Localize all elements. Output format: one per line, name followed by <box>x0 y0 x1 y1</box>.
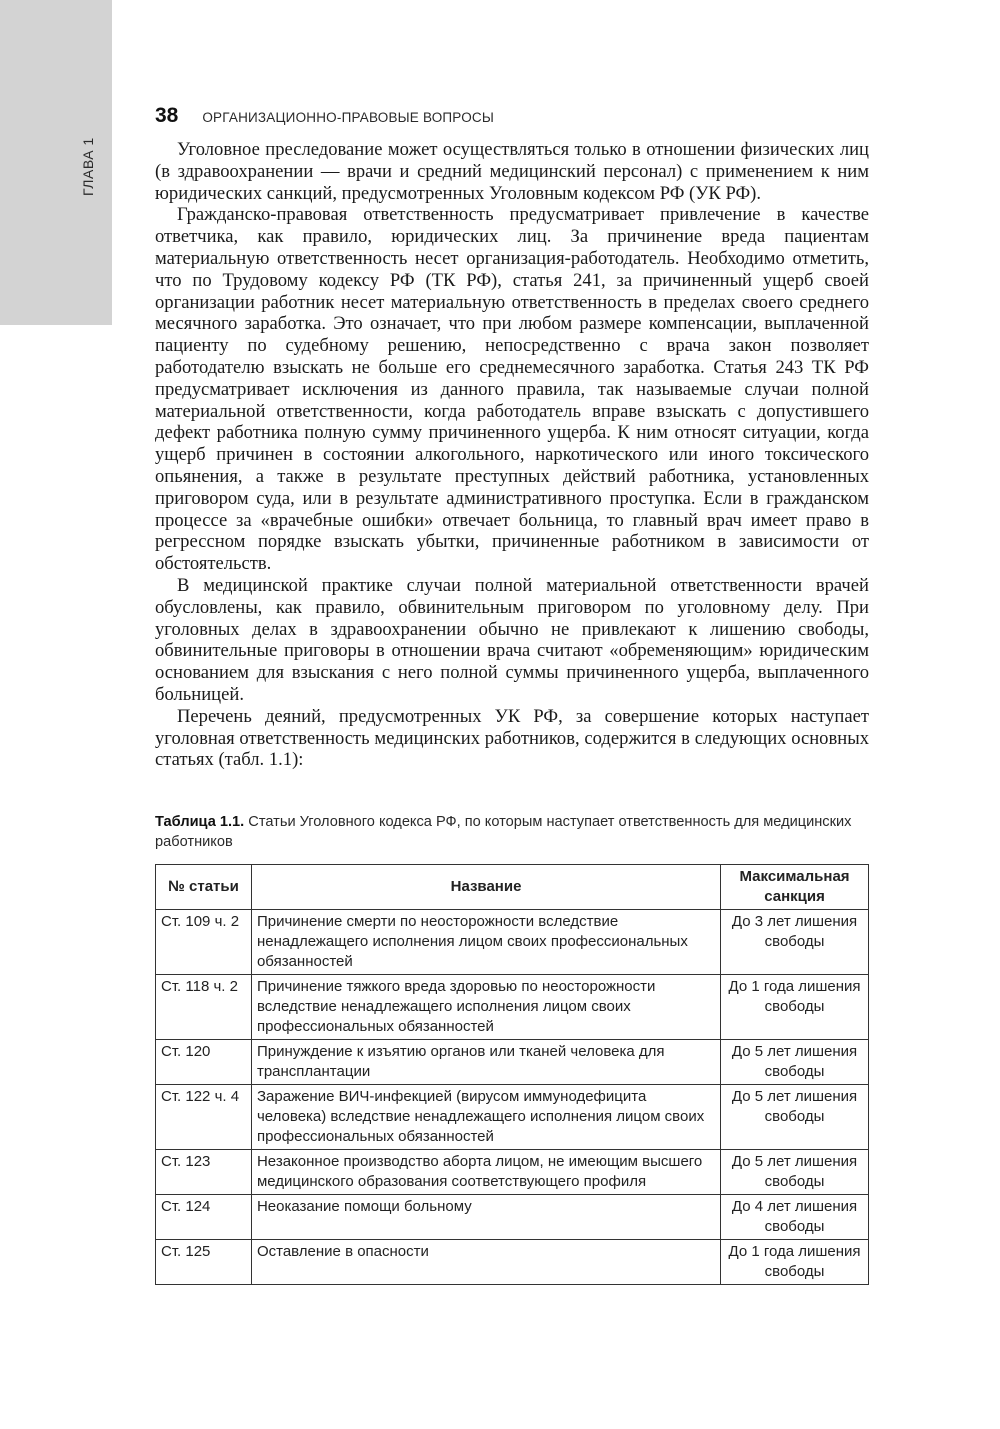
table-row <box>156 1195 869 1240</box>
cell-article: Ст. 120 <box>156 1040 252 1085</box>
cell-article: Ст. 124 <box>156 1195 252 1240</box>
header-sanction: Максимальная санкция <box>721 865 869 910</box>
page-number: 38 <box>155 104 179 127</box>
cell-name: Заражение ВИЧ-инфекцией (вирусом иммунодефицита человека) вследствие ненадлежащего исполнения лицом своих профессиональных обязанностей <box>251 1085 720 1150</box>
cell-name: Принуждение к изъятию органов или тканей человека для трансплантации <box>251 1040 720 1085</box>
body-text <box>155 139 869 771</box>
table-row <box>156 1040 869 1085</box>
header-article: № статьи <box>156 865 252 910</box>
cell-sanction: До 5 лет лишения свободы <box>721 1085 869 1150</box>
header-name: Название <box>251 865 720 910</box>
paragraph: Уголовное преследование может осуществляться только в отношении физических лиц (в здравоохранении — врачи и средний медицинский персонал) с применением к ним юридических санкций, предусмотренных Уголовным кодексом РФ (УК РФ). <box>155 139 869 204</box>
cell-sanction: До 1 года лишения свободы <box>721 1240 869 1285</box>
cell-name: Неоказание помощи больному <box>251 1195 720 1240</box>
cell-article: Ст. 118 ч. 2 <box>156 975 252 1040</box>
running-header <box>155 104 870 130</box>
cell-article: Ст. 109 ч. 2 <box>156 910 252 975</box>
cell-sanction: До 4 лет лишения свободы <box>721 1195 869 1240</box>
cell-sanction: До 3 лет лишения свободы <box>721 910 869 975</box>
paragraph: Перечень деяний, предусмотренных УК РФ, за совершение которых наступает уголовная ответственность медицинских работников, содержится в следующих основных статьях (табл. 1.1): <box>155 705 869 771</box>
cell-article: Ст. 123 <box>156 1150 252 1195</box>
cell-name: Причинение тяжкого вреда здоровью по неосторожности вследствие ненадлежащего исполнения лицом своих профессиональных обязанностей <box>251 975 720 1040</box>
chapter-side-tab <box>0 0 112 325</box>
table-row <box>156 975 869 1040</box>
cell-sanction: До 5 лет лишения свободы <box>721 1040 869 1085</box>
cell-name: Незаконное производство аборта лицом, не имеющим высшего медицинского образования соответствующего профиля <box>251 1150 720 1195</box>
sanctions-table <box>155 864 869 1285</box>
table-caption-label: Таблица 1.1. <box>155 814 245 830</box>
cell-name: Оставление в опасности <box>251 1240 720 1285</box>
table-caption <box>155 812 869 852</box>
cell-sanction: До 5 лет лишения свободы <box>721 1150 869 1195</box>
table-header-row <box>156 865 869 910</box>
cell-article: Ст. 122 ч. 4 <box>156 1085 252 1150</box>
cell-article: Ст. 125 <box>156 1240 252 1285</box>
table-row <box>156 1150 869 1195</box>
paragraph: В медицинской практике случаи полной материальной ответственности врачей обусловлены, как правило, обвинительным приговором по уголовному делу. При уголовных делах в здравоохранении обычно не привлекают к лишению свободы, обвинительные приговоры в отношении врача считают «обременяющим» юридическим основанием для взыскания с него полной суммы причиненного ущерба, выплаченного больницей. <box>155 574 869 705</box>
table-caption-text: Статьи Уголовного кодекса РФ, по которым наступает ответственность для медицинских работников <box>155 814 852 850</box>
chapter-label: ГЛАВА 1 <box>80 137 96 196</box>
cell-sanction: До 1 года лишения свободы <box>721 975 869 1040</box>
table-row <box>156 1085 869 1150</box>
table-row <box>156 910 869 975</box>
table-row <box>156 1240 869 1285</box>
paragraph: Гражданско-правовая ответственность предусматривает привлечение в качестве ответчика, как правило, юридических лиц. За причинение вреда пациентам материальную ответственность несет организация-работодатель. Необходимо отметить, что по Трудовому кодексу РФ (ТК РФ), статья 241, за причиненный ущерб своей организации работник несет материальную ответственность в пределах своего среднего месячного заработка. Это означает, что при любом размере компенсации, выплаченной пациенту по судебному решению, непосредственно с врача закон позволяет работодателю взыскать не больше его среднемесячного заработка. Статья 243 ТК РФ предусматривает исключения из данного правила, так называемые случаи полной материальной ответственности, когда работодатель вправе взыскать с допустившего дефект работника полную сумму причиненного ущерба. К ним относят ситуации, когда ущерб причинен в состоянии алкогольного, наркотического или иного токсического опьянения, а также в результате преступных действий работника, установленных приговором суда, или в результате административного проступка. Если в гражданском процессе за «врачебные ошибки» отвечает больница, то главный врач имеет право в регрессном порядке взыскать убытки, причиненные работником в зависимости от обстоятельств. <box>155 204 869 575</box>
running-title: ОРГАНИЗАЦИОННО-ПРАВОВЫЕ ВОПРОСЫ <box>202 110 495 125</box>
cell-name: Причинение смерти по неосторожности вследствие ненадлежащего исполнения лицом своих профессиональных обязанностей <box>251 910 720 975</box>
